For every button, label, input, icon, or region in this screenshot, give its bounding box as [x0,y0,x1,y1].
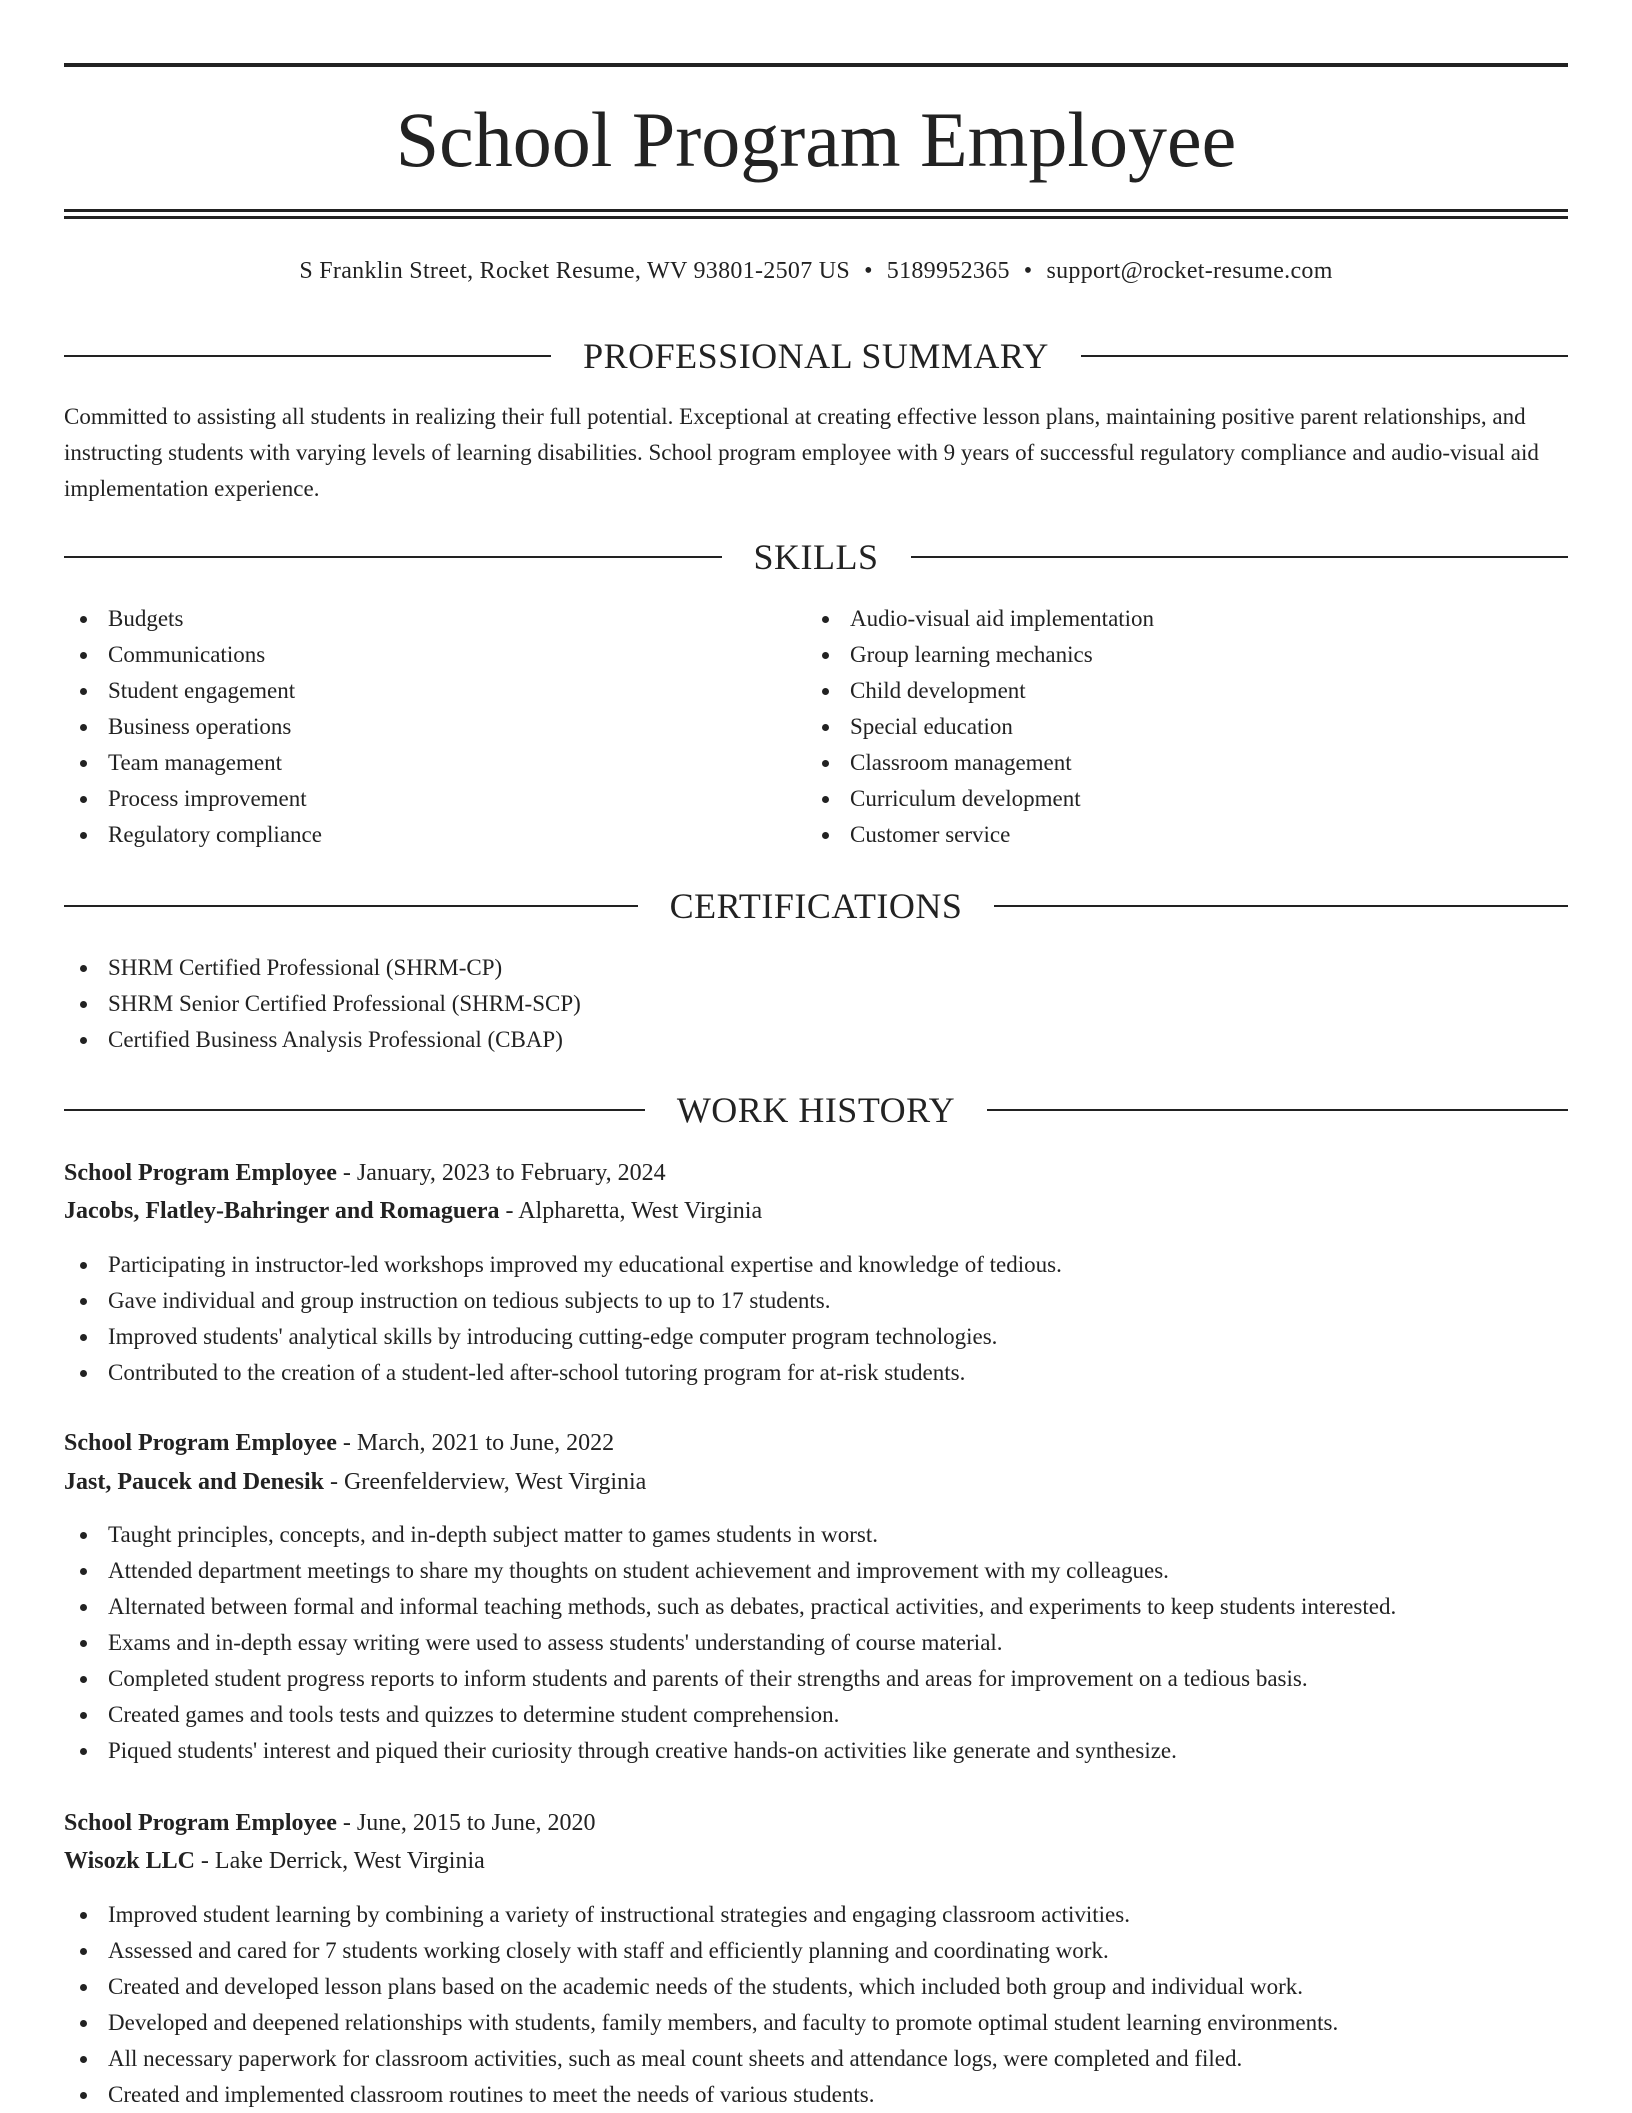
resume-name: School Program Employee [395,96,1237,183]
contact-address: S Franklin Street, Rocket Resume, WV 93801-2507 US [299,258,851,284]
certification-item-text: SHRM Certified Professional (SHRM-CP) [108,955,503,980]
job-bullet-text: Improved students' analytical skills by introducing cutting-edge computer program technologies. [108,1324,998,1349]
job-bullet [64,1897,1338,1933]
certification-item [64,986,581,1022]
job-location: - Greenfelderview, West Virginia [324,1469,647,1495]
section-heading-skills [64,535,1568,579]
job-bullet [64,1733,1396,1769]
bullet-icon [80,2020,87,2027]
skill-item [64,745,322,781]
job-bullet [64,1969,1338,2005]
certification-item-text: Certified Business Analysis Professional (CBAP) [108,1027,563,1052]
job-bullet [64,2041,1338,2077]
skill-item-text: Communications [108,642,266,667]
job-bullet-list [64,1247,1062,1391]
heading-rule [994,905,1568,907]
skill-item-text: Customer service [850,822,1011,847]
job-company: Jacobs, Flatley-Bahringer and Romaguera [64,1198,500,1224]
skill-item [806,637,1154,673]
skill-item [64,637,322,673]
bullet-icon [80,1676,87,1683]
contact-email: support@rocket-resume.com [1046,258,1333,284]
bullet-icon [80,1912,87,1919]
skill-item [806,709,1154,745]
skill-item-text: Classroom management [850,750,1072,775]
bullet-icon [80,2092,87,2099]
skill-item-text: Team management [108,750,283,775]
job-role: School Program Employee [64,1810,337,1836]
job-dates: - March, 2021 to June, 2022 [336,1430,615,1456]
job-company-line [64,1843,485,1879]
section-title: CERTIFICATIONS [669,886,963,926]
heading-rule [911,556,1569,558]
job-bullet [64,2005,1338,2041]
job-bullet [64,1589,1396,1625]
contact-separator: • [1023,258,1033,284]
skill-item [806,781,1154,817]
heading-rule [64,556,722,558]
skill-item-text: Curriculum development [850,786,1081,811]
job-company-line [64,1193,762,1229]
bullet-icon [80,2056,87,2063]
job-bullet-text: Created games and tools tests and quizzes to determine student comprehension. [108,1702,840,1727]
job-bullet-text: Exams and in-depth essay writing were used to assess students' understanding of course material. [108,1630,1003,1655]
bullet-icon [80,1640,87,1647]
skill-item-text: Process improvement [108,786,307,811]
bullet-icon [80,832,87,839]
skill-item-text: Budgets [108,606,184,631]
skill-item-text: Audio-visual aid implementation [850,606,1155,631]
bullet-icon [80,1298,87,1305]
bullet-icon [80,760,87,767]
bullet-icon [80,1037,87,1044]
contact-phone: 5189952365 [886,258,1010,284]
job-bullet-text: All necessary paperwork for classroom activities, such as meal count sheets and attendance logs, were completed and filed. [108,2046,1243,2071]
job-bullet-text: Alternated between formal and informal teaching methods, such as debates, practical activities, and experiments to keep students interested. [108,1594,1397,1619]
certifications-list [64,950,581,1058]
job-bullet-text: Attended department meetings to share my thoughts on student achievement and improvement with my colleagues. [108,1558,1169,1583]
header-top-rule [64,63,1568,67]
bullet-icon [80,652,87,659]
bullet-icon [80,1568,87,1575]
job-bullet-list [64,1897,1338,2113]
job-dates: - January, 2023 to February, 2024 [336,1160,666,1186]
contact-line [64,254,1568,288]
certification-item-text: SHRM Senior Certified Professional (SHRM-SCP) [108,991,581,1016]
heading-rule [987,1109,1568,1111]
job-location: - Lake Derrick, West Virginia [194,1848,485,1874]
bullet-icon [822,760,829,767]
section-heading-certifications [64,884,1568,928]
bullet-icon [80,1532,87,1539]
job-bullet-text: Assessed and cared for 7 students working closely with staff and efficiently planning and coordinating work. [108,1938,1109,1963]
job-bullet-text: Created and implemented classroom routines to meet the needs of various students. [108,2082,875,2107]
summary-text: Committed to assisting all students in realizing their full potential. Exceptional at creating effective lesson plans, maintaining positive parent relationships, and instructing students with varying levels of learning disabilities. School program employee with 9 years of successful regulatory compliance and audio-visual aid implementation experience. [64,404,1539,501]
job-bullet [64,1319,1062,1355]
job-bullet-text: Taught principles, concepts, and in-depth subject matter to games students in worst. [108,1522,878,1547]
skill-item [806,817,1154,853]
job-bullet [64,1697,1396,1733]
job-bullet-text: Participating in instructor-led workshops improved my educational expertise and knowledge of tedious. [108,1252,1062,1277]
job-bullet [64,1283,1062,1319]
job-bullet-list [64,1517,1396,1769]
job-title-line [64,1155,666,1191]
job-location: - Alpharetta, West Virginia [499,1198,763,1224]
job-company: Jast, Paucek and Denesik [64,1469,325,1495]
skill-item [806,673,1154,709]
skill-item-text: Group learning mechanics [850,642,1093,667]
skill-item-text: Child development [850,678,1026,703]
bullet-icon [80,1262,87,1269]
bullet-icon [822,832,829,839]
bullet-icon [80,1001,87,1008]
section-title: PROFESSIONAL SUMMARY [583,336,1049,376]
job-bullet [64,1247,1062,1283]
bullet-icon [80,796,87,803]
job-title-line [64,1805,596,1841]
job-bullet-text: Gave individual and group instruction on tedious subjects to up to 17 students. [108,1288,831,1313]
skill-item [64,601,322,637]
job-bullet-text: Contributed to the creation of a student-led after-school tutoring program for at-risk students. [108,1360,966,1385]
bullet-icon [80,965,87,972]
skill-item [64,709,322,745]
skill-item-text: Special education [850,714,1013,739]
job-bullet-text: Improved student learning by combining a variety of instructional strategies and engaging classroom activities. [108,1902,1130,1927]
bullet-icon [80,1984,87,1991]
skill-item-text: Student engagement [108,678,296,703]
job-bullet-text: Piqued students' interest and piqued their curiosity through creative hands-on activities like generate and synthesize. [108,1738,1177,1763]
certification-item [64,950,581,986]
bullet-icon [822,652,829,659]
section-heading-work-history [64,1088,1568,1132]
skills-list-left [64,601,322,853]
skills-list-right [806,601,1154,853]
bullet-icon [822,724,829,731]
job-company: Wisozk LLC [64,1848,195,1874]
bullet-icon [822,688,829,695]
heading-rule [64,355,551,357]
job-bullet [64,2077,1338,2113]
bullet-icon [80,1334,87,1341]
job-bullet [64,1553,1396,1589]
skill-item-text: Regulatory compliance [108,822,322,847]
job-title-line [64,1425,614,1461]
job-bullet-text: Developed and deepened relationships with students, family members, and faculty to promote optimal student learning environments. [108,2010,1339,2035]
bullet-icon [80,1604,87,1611]
bullet-icon [80,1712,87,1719]
section-title: WORK HISTORY [676,1090,956,1130]
job-company-line [64,1464,646,1500]
job-bullet-text: Created and developed lesson plans based on the academic needs of the students, which included both group and individual work. [108,1974,1304,1999]
job-bullet-text: Completed student progress reports to inform students and parents of their strengths and areas for improvement on a tedious basis. [108,1666,1308,1691]
skill-item [806,601,1154,637]
section-title: SKILLS [753,537,879,577]
header-bottom-rule-2 [64,216,1568,219]
bullet-icon [80,688,87,695]
job-bullet [64,1661,1396,1697]
skill-item [64,817,322,853]
bullet-icon [822,616,829,623]
contact-separator: • [864,258,873,284]
heading-rule [64,1109,645,1111]
bullet-icon [80,1370,87,1377]
job-role: School Program Employee [64,1160,337,1186]
section-heading-summary [64,334,1568,378]
bullet-icon [80,1748,87,1755]
certification-item [64,1022,581,1058]
job-role: School Program Employee [64,1430,337,1456]
skill-item [806,745,1154,781]
job-bullet [64,1517,1396,1553]
bullet-icon [80,724,87,731]
bullet-icon [80,616,87,623]
header-bottom-rule [64,209,1568,212]
bullet-icon [822,796,829,803]
job-bullet [64,1355,1062,1391]
bullet-icon [80,1948,87,1955]
skill-item [64,781,322,817]
heading-rule [1081,355,1568,357]
job-dates: - June, 2015 to June, 2020 [336,1810,596,1836]
job-bullet [64,1933,1338,1969]
skill-item-text: Business operations [108,714,292,739]
skill-item [64,673,322,709]
job-bullet [64,1625,1396,1661]
heading-rule [64,905,638,907]
